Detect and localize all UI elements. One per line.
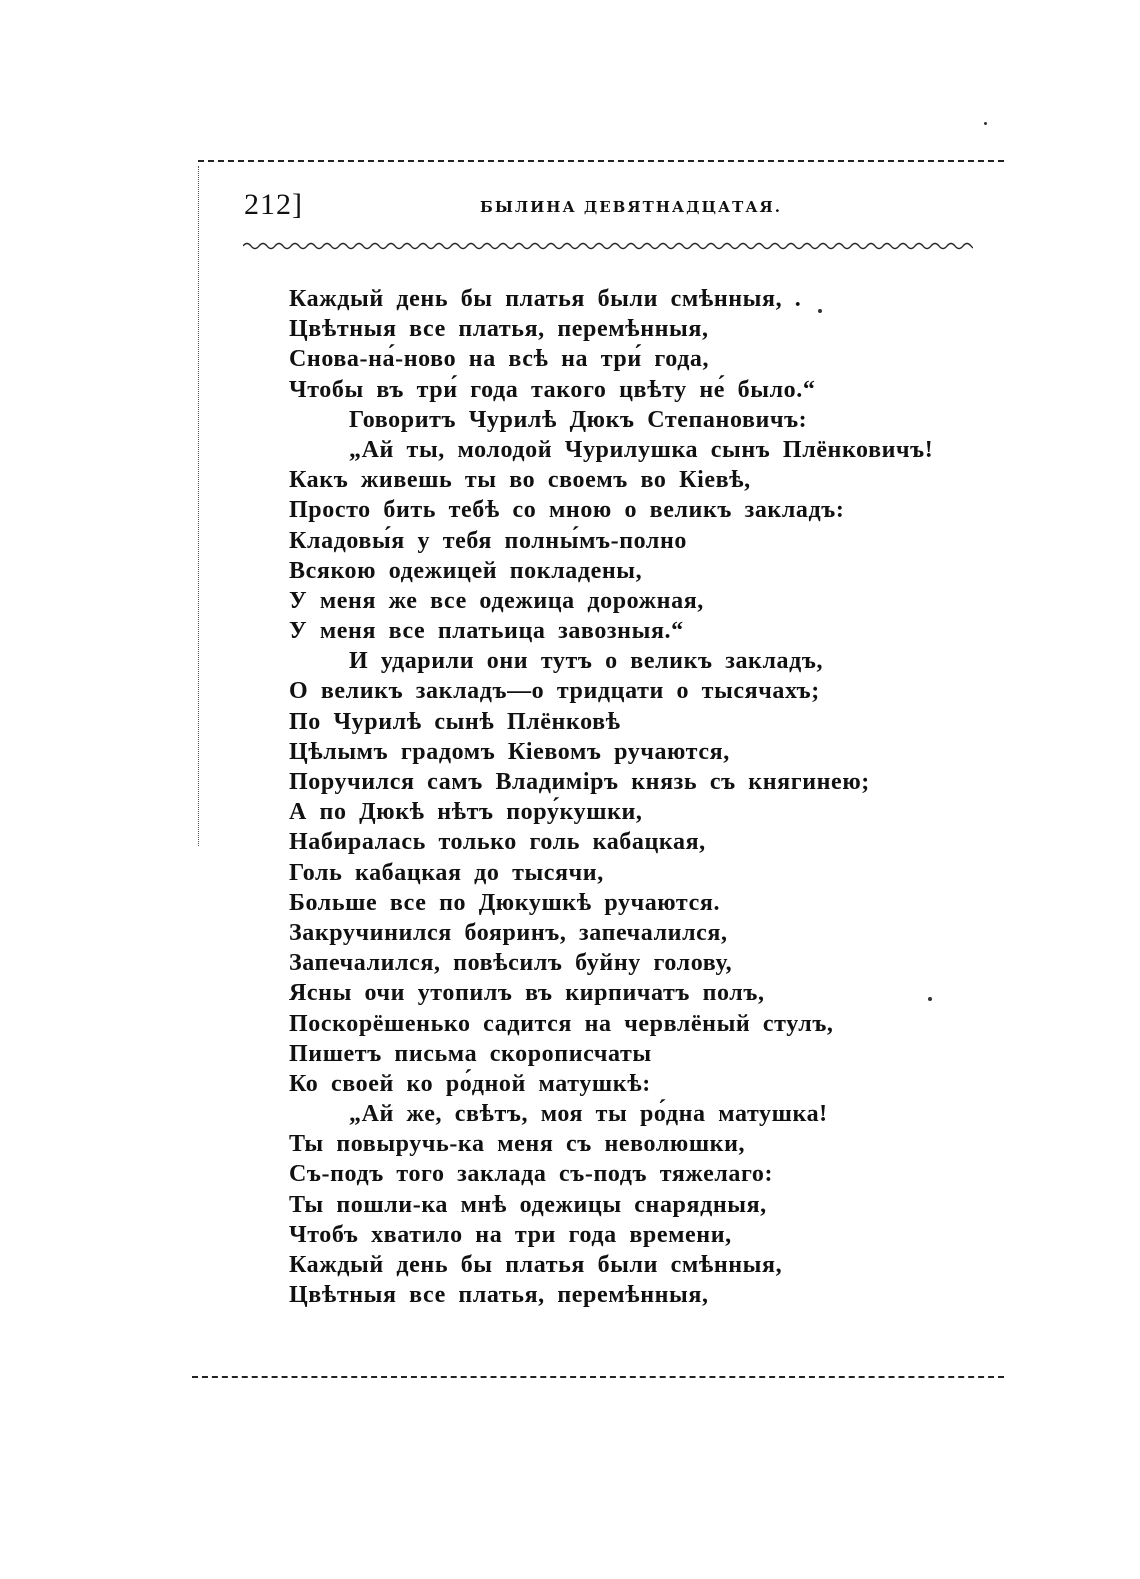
poem-line: И ударили они тутъ о великъ закладъ, [349,648,824,675]
poem-line: Всякою одежицей покладены, [289,557,643,584]
poem-text [289,284,989,1310]
poem-line: Закручинился бояринъ, запечалился, [289,919,728,946]
poem-line: Запечалился, повѣсилъ буйну голову, [289,950,733,977]
top-page-rule [198,160,1004,162]
running-head: БЫЛИНА ДЕВЯТНАДЦАТАЯ. [480,198,782,216]
poem-line: Пишетъ письма скорописчаты [289,1040,652,1067]
poem-line: Цѣлымъ градомъ Кіевомъ ручаются, [289,738,730,765]
poem-line: Поскорёшенько садится на червлёный стулъ, [289,1010,834,1037]
poem-line: Снова-на́-ново на всѣ на три́ года, [289,346,710,373]
poem-line: Ясны очи утопилъ въ кирпичатъ полъ, [289,980,765,1007]
poem-line: Съ-подъ того заклада съ-подъ тяжелаго: [289,1161,774,1188]
bottom-page-rule [192,1376,1004,1378]
poem-line: Цвѣтныя все платья, перемѣнныя, [289,316,709,343]
poem-line: Каждый день бы платья были смѣнныя, [289,1252,783,1278]
scan-speck [984,122,987,125]
poem-line: У меня же все одежица дорожная, [289,587,704,614]
scan-speck [818,309,822,313]
poem-line: „Ай же, свѣтъ, моя ты ро́дна матушка! [349,1101,828,1128]
poem-line: Говоритъ Чурилѣ Дюкъ Степановичъ: [349,406,808,433]
poem-line: Ты пошли-ка мнѣ одежицы снарядныя, [289,1191,767,1218]
poem-line: Просто бить тебѣ со мною о великъ закладъ: [289,497,845,524]
left-margin-trace [198,166,199,846]
poem-line: Каждый день бы платья были смѣнныя, . [289,286,802,312]
poem-line: Ко своей ко ро́дной матушкѣ: [289,1070,651,1097]
poem-line: Поручился самъ Владиміръ князь съ княгинею; [289,769,870,795]
scan-speck [928,997,932,1001]
poem-line: Чтобы въ три́ года такого цвѣту не́ было.“ [289,376,816,403]
poem-line: Больше все по Дюкушкѣ ручаются. [289,889,721,916]
poem-line: Чтобъ хватило на три года времени, [289,1221,732,1248]
poem-line: А по Дюкѣ нѣтъ пору́кушки, [289,799,643,826]
page-number: 212] [244,188,303,221]
poem-line: „Ай ты, молодой Чурилушка сынъ Плёнковичъ! [349,436,934,463]
poem-line: О великъ закладъ—о тридцати о тысячахъ; [289,678,820,705]
poem-line: У меня все платьица завозныя.“ [289,618,684,645]
poem-line: Цвѣтныя все платья, перемѣнныя, [289,1282,709,1309]
poem-line: По Чурилѣ сынѣ Плёнковѣ [289,708,621,735]
poem-line: Набиралась только голь кабацкая, [289,829,706,856]
poem-line: Кладовы́я у тебя полны́мъ-полно [289,527,688,554]
poem-line: Голь кабацкая до тысячи, [289,859,604,886]
poem-line: Какъ живешь ты во своемъ во Кіевѣ, [289,467,751,494]
wavy-divider [243,240,973,252]
poem-line: Ты повыручь-ка меня съ неволюшки, [289,1131,746,1158]
